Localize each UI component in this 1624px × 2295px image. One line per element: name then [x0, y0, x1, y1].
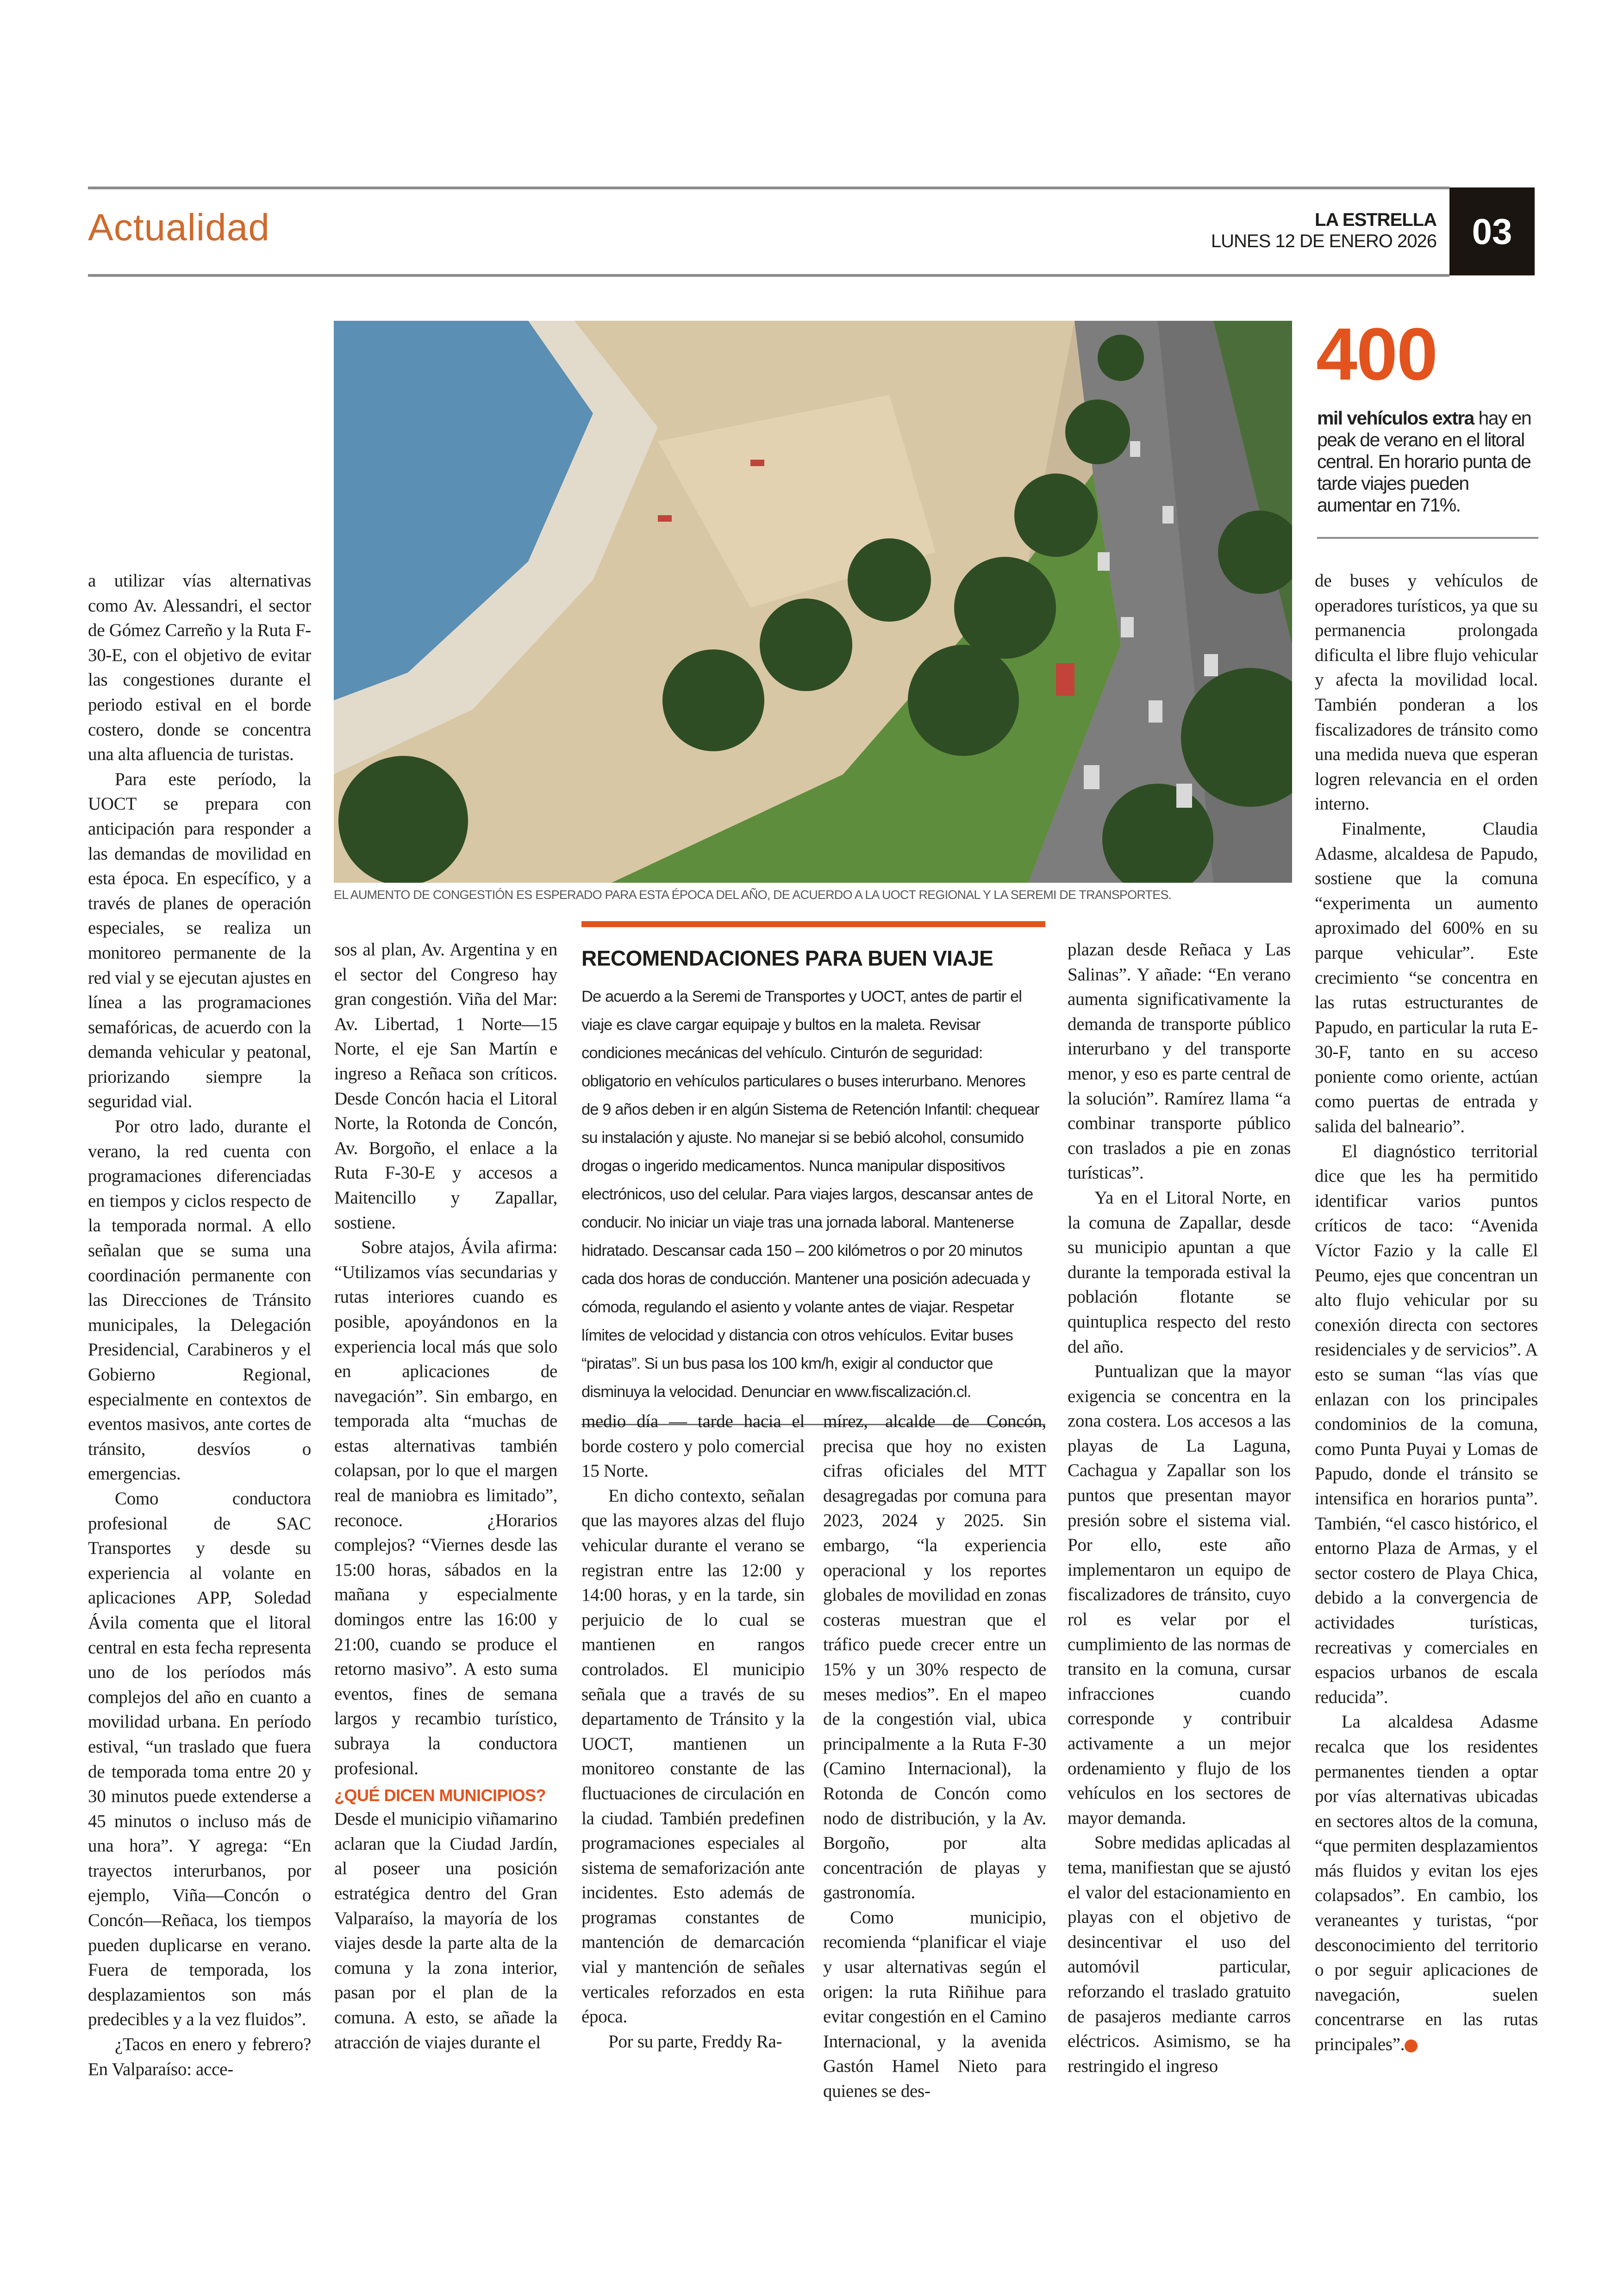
factoid-text — [1317, 407, 1539, 516]
article-column-2 — [334, 937, 557, 2055]
paragraph: mírez, alcalde de Concón, precisa que hoy no existen cifras oficiales del MTT desagregadas por comuna para 2023, 2024 y 2025. Sin embargo, “la experiencia operacional y los reportes globales de movilidad en zonas costeras muestran que el tráfico puede crecer entre un 15% y un 30% respecto de meses medios”. En el mapeo de la congestión vial, ubica principalmente a la Ruta F-30 (Camino Internacional), la Rotonda de Concón como nodo de distribución, y la Av. Borgoño, por alta concentración de playas y gastronomía. — [823, 1411, 1046, 1903]
paragraph: sos al plan, Av. Argentina y en el sector del Congreso hay gran congestión. Viña del Mar: Av. Libertad, 1 Norte—15 Norte, el eje San Martín e ingreso a Reñaca son críticos. Desde Concón hacia el Litoral Norte, la Rotonda de Concón, Av. Borgoño, el enlace a la Ruta F-30-E y accesos a Maitencillo y Zapallar, sostiene. — [334, 940, 557, 1233]
paragraph: Sobre atajos, Ávila afirma: “Utilizamos vías secundarias y rutas interiores cuando es posible, apoyándonos en la experiencia local más que solo en aplicaciones de navegación”. Sin embargo, en temporada alta “muchas de estas alternativas también colapsan, por lo que el margen real de maniobra es limitado”, reconoce. ¿Horarios complejos? “Viernes desde las 15:00 horas, sábados en la mañana y especialmente domingos entre las 16:00 y 21:00, cuando se produce el retorno masivo”. A esto suma eventos, fines de semana largos y recambio turístico, subraya la conductora profesional. — [334, 1237, 557, 1778]
newspaper-name: LA ESTRELLA — [1314, 210, 1437, 230]
beach-traffic-photo — [334, 321, 1292, 883]
factoid-rest: hay en peak de verano en el litoral central. En horario punta de tarde viajes pueden aumentar en 71%. — [1317, 407, 1531, 516]
paragraph: Finalmente, Claudia Adasme, alcaldesa de Papudo, sostiene que la comuna “experimenta un aumento aproximado del 600% en su parque vehicular”. Este crecimiento “se concentra en las rutas estructurantes de Papudo, en particular la ruta E-30-F, tanto en su acceso poniente como oriente, actúan como puertas de entrada y salida del balneario”. — [1315, 818, 1538, 1137]
issue-date: LUNES 12 DE ENERO 2026 — [1211, 231, 1437, 251]
article-column-3 — [581, 1409, 805, 2054]
factoid-rule — [1317, 537, 1538, 539]
paragraph: Como conductora profesional de SAC Transportes y desde su experiencia al volante en aplicaciones APP, Soledad Ávila comenta que el litoral central en esta fecha representa uno de los períodos más complejos del año en cuanto a movilidad urbana. En período estival, “un traslado que fuera de temporada toma entre 20 y 30 minutos puede extenderse a 45 minutos o incluso más de una hora”. Y agrega: “En trayectos interurbanos, por ejemplo, Viña—Concón o Concón—Reñaca, los tiempos pueden duplicarse en verano. Fuera de temporada, los desplazamientos son más predecibles y a la vez fluidos”. — [88, 1488, 311, 2030]
article-column-6 — [1315, 568, 1538, 2057]
paragraph: Para este período, la UOCT se prepara con anticipación para responder a las demandas de movilidad en esta época. En específico, y a través de planes de operación especiales, se realiza un monitoreo permanente de la red vial y se ejecutan ajustes en línea a las programaciones semafóricas, de acuerdo con la demanda vehicular y peatonal, priorizando siempre la seguridad vial. — [88, 769, 311, 1112]
paragraph: Como municipio, recomienda “planificar el viaje y usar alternativas según el origen: la ruta Riñihue para evitar congestión en el Camino Internacional, y la avenida Gastón Hamel Nieto para quienes se des- — [823, 1907, 1046, 2102]
factoid-bold: mil vehículos extra — [1317, 407, 1474, 429]
article-column-5 — [1068, 937, 1291, 2078]
paragraph: Puntualizan que la mayor exigencia se concentra en la zona costera. Los accesos a las playas de La Laguna, Cachagua y Zapallar son los puntos que presentan mayor presión sobre el sistema vial. Por ello, este año implementaron un equipo de fiscalizadores de tránsito, cuyo rol es velar por el cumplimiento de las normas de transito en la comuna, cursar infracciones cuando corresponde y contribuir activamente a un mejor ordenamiento y flujo de los vehículos en los sectores de mayor demanda. — [1068, 1361, 1291, 1828]
subheading: ¿QUÉ DICEN MUNICIPIOS? — [334, 1786, 546, 1805]
header-bottom-rule — [88, 274, 1449, 277]
paragraph: Por otro lado, durante el verano, la red cuenta con programaciones diferenciadas en tiempos y ciclos respecto de la temporada normal. A ello señalan que se suma una coordinación permanente con las Direcciones de Tránsito municipales, la Delegación Presidencial, Carabineros y el Gobierno Regional, especialmente en contextos de eventos masivos, ante cortes de tránsito, desvíos o emergencias. — [88, 1116, 311, 1484]
box-accent-bar — [581, 921, 1045, 927]
masthead — [1211, 209, 1437, 252]
box-title: RECOMENDACIONES PARA BUEN VIAJE — [581, 946, 993, 970]
paragraph: Por su parte, Freddy Ra- — [608, 2031, 782, 2052]
paragraph: medio día — tarde hacia el borde costero y polo comercial 15 Norte. — [581, 1411, 805, 1481]
paragraph — [1315, 1709, 1538, 2057]
paragraph: Desde el municipio viñamarino aclaran que la Ciudad Jardín, al poseer una posición estratégica dentro del Gran Valparaíso, la mayoría de los viajes desde la parte alta de la comuna y la zona interior, pasan por el plan de la comuna. A esto, se añade la atracción de viajes durante el — [334, 1809, 557, 2052]
paragraph: ¿Tacos en enero y febrero? En Valparaíso: acce- — [88, 2034, 311, 2079]
paragraph: plazan desde Reñaca y Las Salinas”. Y añade: “En verano aumenta significativamente la demanda de transporte público interurbano y del transporte menor, y eso es parte central de la solución”. Ramírez llama “a combinar transporte público con traslados a pie en zonas turísticas”. — [1068, 940, 1291, 1183]
page-number: 03 — [1449, 187, 1535, 275]
photo-illustration — [334, 321, 1292, 883]
factoid-number: 400 — [1316, 312, 1437, 395]
paragraph: En dicho contexto, señalan que las mayores alzas del flujo vehicular durante el verano se registran entre las 12:00 y 14:00 horas, y en la tarde, sin perjuicio de lo cual se mantienen en rangos controlados. El municipio señala que a través de su departamento de Tránsito y la UOCT, mantienen un monitoreo constante de las fluctuaciones de circulación en la ciudad. También predefinen programaciones especiales al sistema de semaforización ante incidentes. Esto además de programas constantes de mantención de demarcación vial y mantención de señales verticales reforzados en esta época. — [581, 1485, 805, 2027]
paragraph-text: La alcaldesa Adasme recalca que los residentes permanentes tienden a optar por vías alternativas ubicadas en sectores altos de la comuna, “que permiten desplazamientos más fluidos y evitan los ejes colapsados”. En cambio, los veraneantes y turistas, “por desconocimiento del territorio o por seguir aplicaciones de navegación, suelen concentrarse en las rutas principales”. — [1315, 1712, 1538, 2055]
paragraph: Ya en el Litoral Norte, en la comuna de Zapallar, desde su municipio apuntan a que durante la temporada estival la población flotante se quintuplica respecto del resto del año. — [1068, 1187, 1291, 1357]
box-text: De acuerdo a la Seremi de Transportes y UOCT, antes de partir el viaje es clave cargar equipaje y bultos en la maleta. Revisar condiciones mecánicas del vehículo. Cinturón de seguridad: obligatorio en vehículos particulares o buses interurbano. Menores de 9 años deben ir en algún Sistema de Retención Infantil: chequear su instalación y ajuste. No manejar si se bebió alcohol, consumido drogas o ingerido medicamentos. Nunca manipular dispositivos electrónicos, uso del celular. Para viajes largos, descansar antes de conducir. No iniciar un viaje tras una jornada laboral. Mantenerse hidratado. Descansar cada 150 – 200 kilómetros o por 20 minutos cada dos horas de conducción. Mantener una posición adecuada y cómoda, regulando el asiento y volante antes de viajar. Respetar límites de velocidad y distancia con otros vehículos. Evitar buses “piratas”. Si un bus pasa los 100 km/h, exigir al conductor que disminuya la velocidad. Denunciar en www.fiscalización.cl. — [581, 988, 1039, 1401]
article-end-icon: ✦ — [1405, 2039, 1418, 2052]
section-title: Actualidad — [88, 206, 270, 249]
header-top-rule — [88, 187, 1449, 189]
photo-caption: EL AUMENTO DE CONGESTIÓN ES ESPERADO PARA ESTA ÉPOCA DEL AÑO, DE ACUERDO A LA UOCT REGIONAL Y LA SEREMI DE TRANSPORTES. — [334, 888, 1172, 902]
article-column-4 — [823, 1409, 1046, 2104]
paragraph: a utilizar vías alternativas como Av. Alessandri, el sector de Gómez Carreño y la Ruta F-30-E, con el objetivo de evitar las congestiones durante el periodo estival en el borde costero, donde se concentra una alta afluencia de turistas. — [88, 571, 311, 765]
article-column-1 — [88, 568, 311, 2082]
paragraph: de buses y vehículos de operadores turísticos, ya que su permanencia prolongada dificulta el libre flujo vehicular y afecta la movilidad local. También ponderan a los fiscalizadores de tránsito como una medida nueva que esperan logren relevancia en el orden interno. — [1315, 571, 1538, 814]
recommendations-box — [581, 921, 1045, 1425]
paragraph: Sobre medidas aplicadas al tema, manifiestan que se ajustó el valor del estacionamiento en playas con el objetivo de desincentivar el uso del automóvil particular, reforzando el traslado gratuito de pasajeros mediante carros eléctricos. Asimismo, se ha restringido el ingreso — [1068, 1833, 1291, 2076]
paragraph: El diagnóstico territorial dice que les ha permitido identificar varios puntos críticos de taco: “Avenida Víctor Fazio y la calle El Peumo, ejes que concentran un alto flujo vehicular por su conexión directa con sectores residenciales y de servicios”. A esto se suman “las vías que enlazan con los principales condominios de la comuna, como Punta Puyai y Lomas de Papudo, donde el tránsito se intensifica en horarios punta”. También, “el casco histórico, el entorno Plaza de Armas, y el sector costero de Playa Chica, debido a la convergencia de actividades turísticas, recreativas y comerciales en espacios urbanos de escala reducida”. — [1315, 1141, 1538, 1707]
